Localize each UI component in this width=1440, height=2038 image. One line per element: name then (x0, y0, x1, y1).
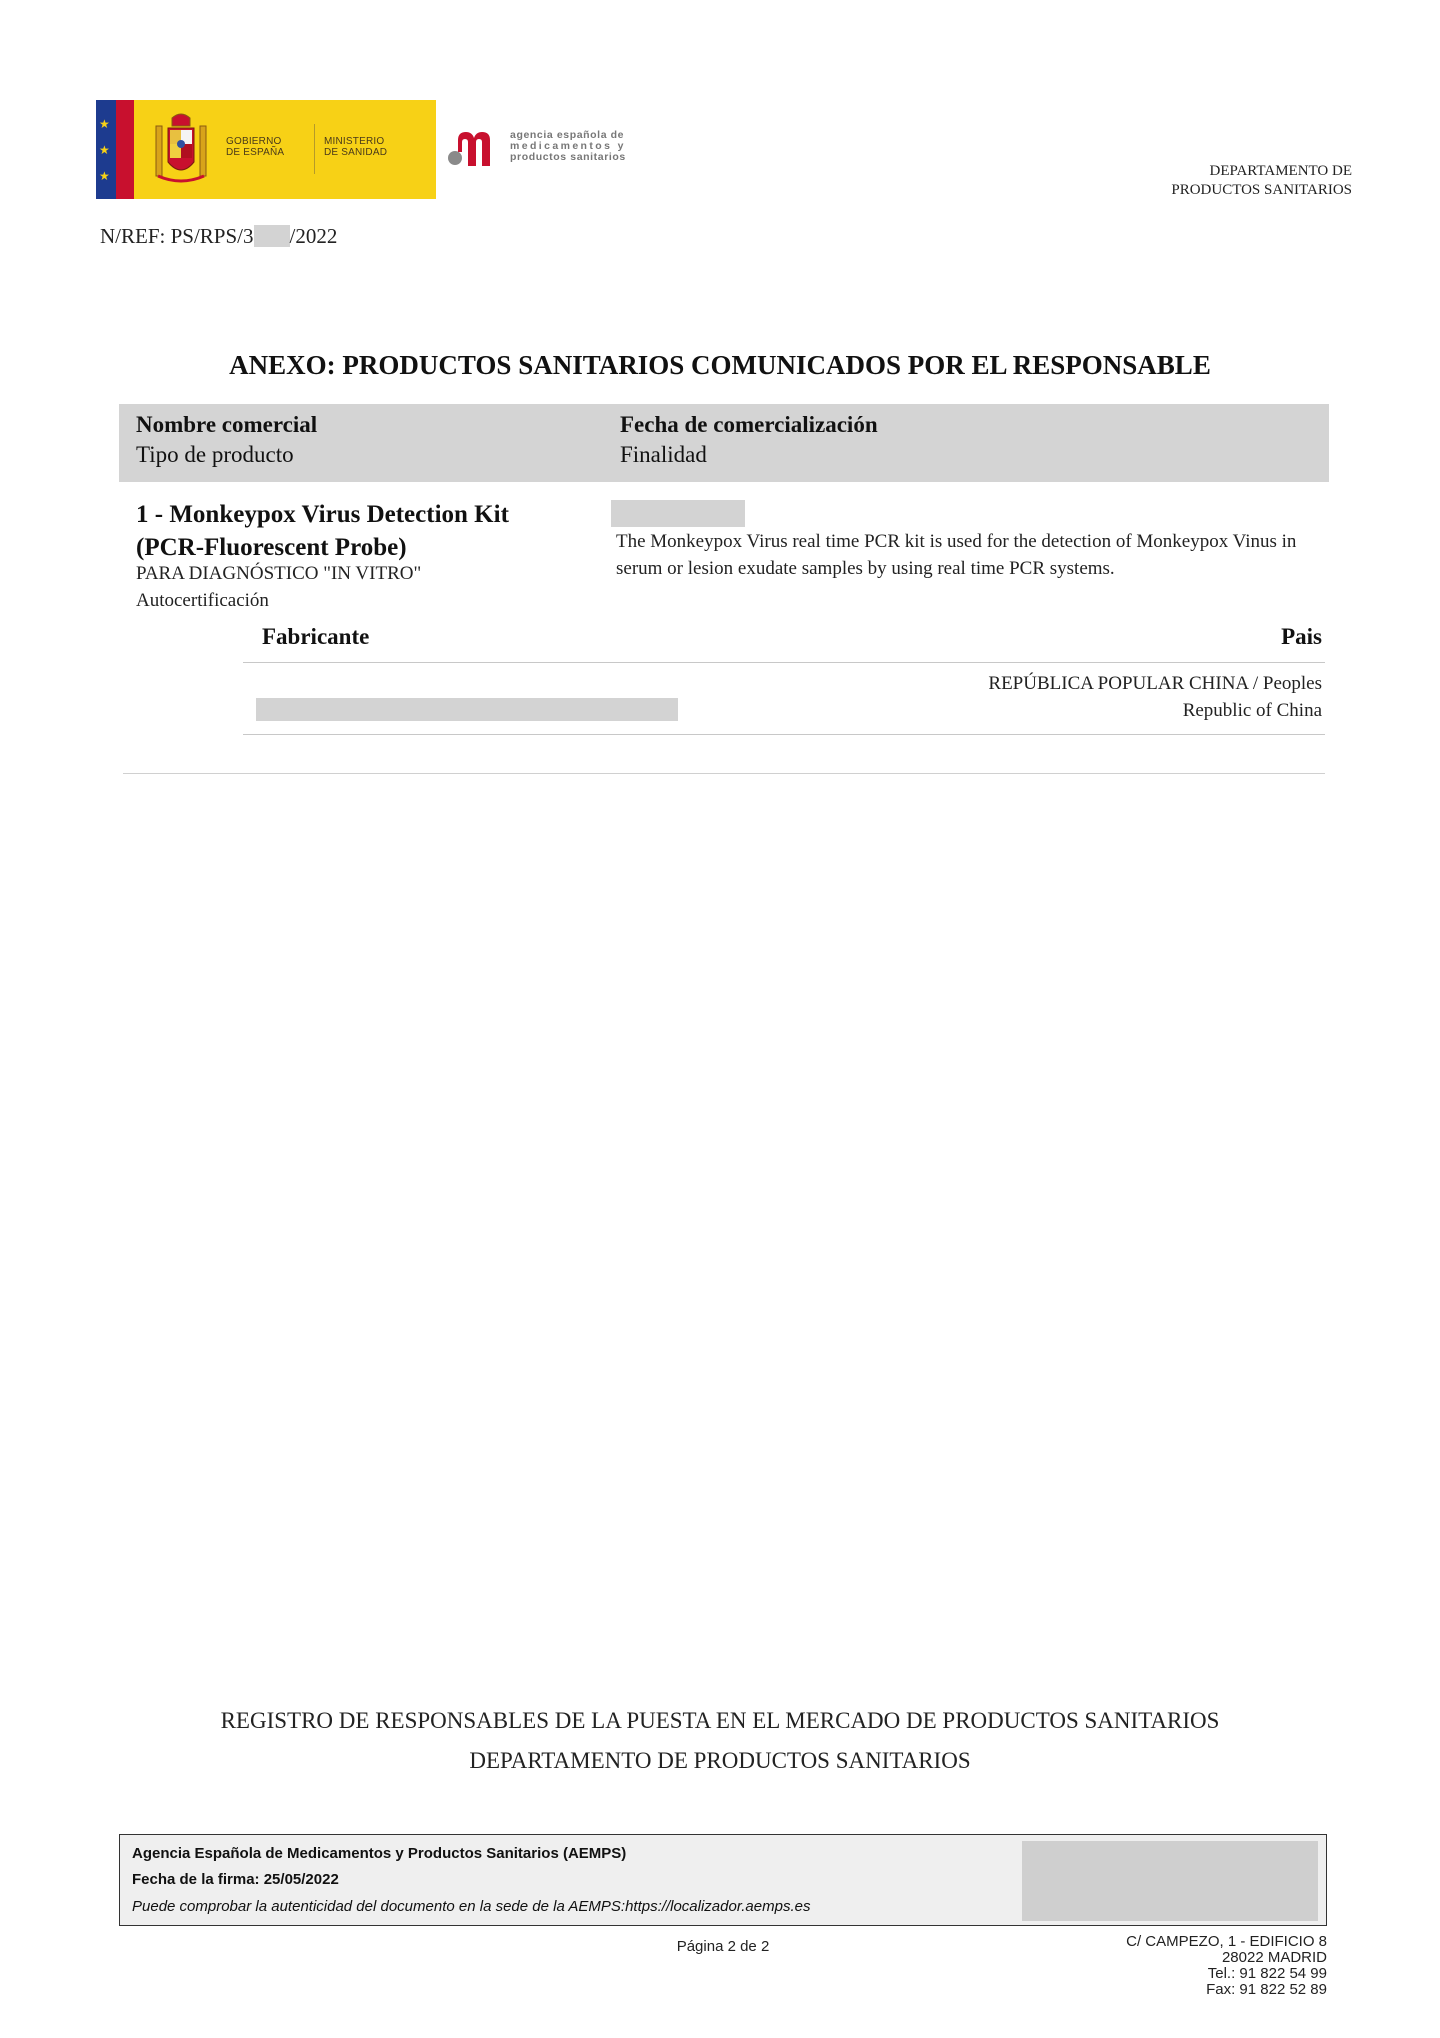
registry-department: DEPARTAMENTO DE PRODUCTOS SANITARIOS (469, 1748, 971, 1773)
aemps-line: agencia española de (510, 129, 625, 141)
address-line: 28022 MADRID (1221, 1949, 1327, 1966)
redaction-block (611, 500, 745, 527)
address-line: Fax: 91 822 52 89 (1206, 1981, 1327, 1998)
aemps-line: medicamentos y (510, 140, 626, 152)
department-line: PRODUCTOS SANITARIOS (1171, 182, 1352, 198)
gobierno-text (226, 136, 284, 158)
reference-suffix: /2022 (289, 224, 338, 248)
country-label: Pais (1281, 624, 1322, 649)
address-block (1126, 1934, 1327, 1998)
aemps-logo-icon (448, 128, 492, 168)
signature-verify-link[interactable]: Puede comprobar la autenticidad del documento en la sede de la AEMPS:https://localizador.aemps.es (132, 1898, 811, 1915)
column-fecha (620, 410, 878, 470)
table-header (119, 404, 1329, 482)
coat-of-arms-icon (152, 112, 210, 188)
product-name-line: 1 - Monkeypox Virus Detection Kit (136, 501, 509, 528)
redaction-block (256, 698, 678, 721)
aemps-logo-text (510, 130, 626, 163)
product-certification: Autocertificación (136, 590, 269, 611)
product-name (136, 498, 509, 564)
eu-star-icon: ★ (99, 169, 110, 183)
ministerio-text (324, 136, 387, 158)
page-number: Página 2 de 2 (676, 1938, 770, 1955)
country-line: REPÚBLICA POPULAR CHINA / Peoples (988, 673, 1322, 694)
column-title: Nombre comercial (136, 412, 318, 437)
reference-prefix: N/REF: PS/RPS/3 (100, 224, 254, 248)
gobierno-line: GOBIERNO (226, 136, 282, 147)
registry-title: REGISTRO DE RESPONSABLES DE LA PUESTA EN EL MERCADO DE PRODUCTOS SANITARIOS (220, 1708, 1220, 1733)
divider (123, 773, 1325, 774)
address-line: Tel.: 91 822 54 99 (1207, 1965, 1327, 1982)
column-subtitle: Tipo de producto (136, 442, 294, 467)
manufacturer-country (988, 670, 1322, 724)
product-type-text: PARA DIAGNÓSTICO "IN VITRO" (136, 563, 422, 584)
divider (243, 734, 1325, 735)
ministerio-line: DE SANIDAD (324, 147, 388, 158)
product-name-line: (PCR-Fluorescent Probe) (136, 534, 407, 561)
aemps-line: productos sanitarios (510, 151, 626, 163)
product-type (136, 560, 421, 614)
divider (243, 662, 1325, 663)
department-line: DEPARTAMENTO DE (1209, 163, 1352, 179)
gobierno-logo (96, 100, 436, 199)
signature-box (119, 1834, 1327, 1926)
address-line: C/ CAMPEZO, 1 - EDIFICIO 8 (1126, 1933, 1327, 1950)
manufacturer-label: Fabricante (262, 624, 370, 649)
gobierno-line: DE ESPAÑA (226, 147, 285, 158)
annex-title: ANEXO: PRODUCTOS SANITARIOS COMUNICADOS POR EL RESPONSABLE (229, 350, 1211, 380)
redaction-block (1022, 1841, 1318, 1921)
product-purpose: The Monkeypox Virus real time PCR kit is used for the detection of Monkeypox Vinus in serum or lesion exudate samples by using real time PCR systems. (616, 531, 1297, 579)
flag-stripe (96, 100, 134, 199)
signature-date: Fecha de la firma: 25/05/2022 (132, 1871, 339, 1888)
reference-number (100, 224, 337, 249)
redaction-block (254, 225, 290, 247)
column-title: Fecha de comercialización (620, 412, 878, 437)
signature-agency: Agencia Española de Medicamentos y Productos Sanitarios (AEMPS) (132, 1845, 627, 1862)
column-nombre (136, 410, 317, 470)
department-header (1171, 162, 1352, 200)
eu-star-icon: ★ (99, 143, 110, 157)
country-line: Republic of China (1182, 700, 1322, 721)
eu-star-icon: ★ (99, 117, 110, 131)
logo-divider (314, 124, 315, 174)
ministerio-line: MINISTERIO (324, 136, 385, 147)
column-subtitle: Finalidad (620, 442, 707, 467)
